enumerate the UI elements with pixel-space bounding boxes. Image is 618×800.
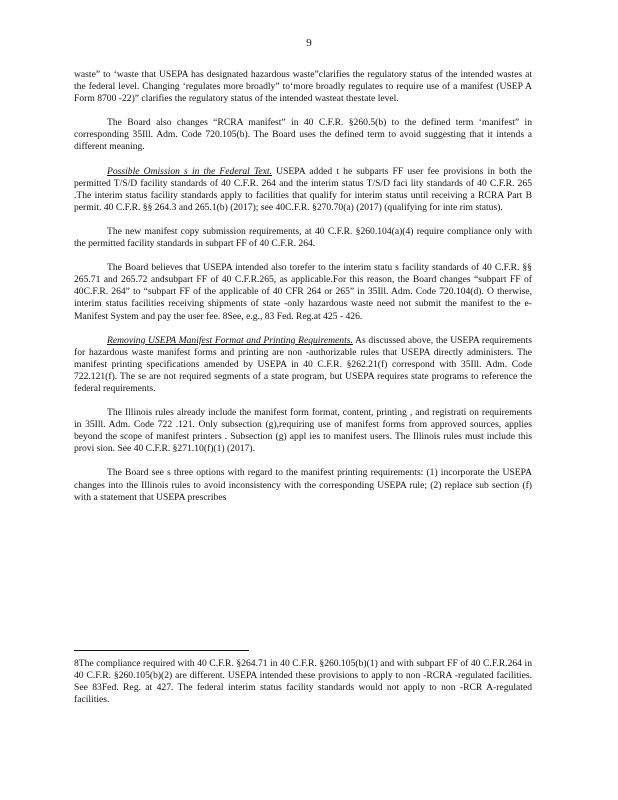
page-number: 9: [306, 37, 312, 49]
paragraph-possible-omissions: [74, 166, 532, 214]
paragraph-text: waste” to ‘waste that USEPA has designated hazardous waste”clarifies the regulatory status of the intended wastes at the federal level. Changing ‘regulates more broadly” to‘more broadly regulates to require use of a manifest (USEP A Form 8700 -22)” clarifies the regulatory status of the intended wasteat thestate level.: [74, 69, 532, 105]
paragraph-copy-submission: [74, 226, 532, 250]
footnote-divider: [74, 650, 249, 651]
paragraph-text: The new manifest copy submission requirements, at 40 C.F.R. §260.104(a)(4) require compliance only with the permitted facility standards in subpart FF of 40 C.F.R. 264.: [74, 225, 532, 250]
section-heading: Possible Omission s in the Federal Text.: [107, 165, 272, 177]
paragraph-board-believes: [74, 262, 532, 322]
paragraph-waste-clarification: [74, 69, 532, 105]
body-text: [74, 69, 532, 516]
footnote-8: 8The compliance required with 40 C.F.R. §264.71 in 40 C.F.R. §260.105(b)(1) and with subpart FF of 40 C.F.R.264 in 40 C.F.R. §260.105(b)(2) are different. USEPA intended these provisions to apply to non -RCRA -regulated facilities. See 83Fed. Reg. at 427. The federal interim status facility standards would not apply to non -RCR A-regulated facilities.: [74, 658, 532, 706]
paragraph-text: The Board also changes “RCRA manifest” in 40 C.F.R. §260.5(b) to the defined term ‘manifest” in corresponding 35Ill. Adm. Code 720.105(b). The Board uses the defined term to avoid suggesting that it intends a different meaning.: [74, 117, 532, 153]
paragraph-three-options: [74, 467, 532, 503]
paragraph-rcra-manifest: [74, 117, 532, 153]
section-heading: Removing USEPA Manifest Format and Printing Requirements.: [107, 334, 353, 346]
paragraph-text: The Board see s three options with regard to the manifest printing requirements: (1) incorporate the USEPA changes into the Illinois rules to avoid inconsistency with the corresponding USEPA rule; (2) replace sub section (f) with a statement that USEPA prescribes: [74, 467, 532, 503]
paragraph-removing-requirements: [74, 335, 532, 395]
paragraph-text: USEPA added t he subparts FF user fee provisions in both the permitted T/S/D facility standards of 40 C.F.R. 264 and the interim status T/S/D faci lity standards of 40 C.F.R. 265 .The interim status facility standards apply to facilities that qualify for interim status until receiving a RCRA Part B permit. 40 C.F.R. §§ 264.3 and 265.1(b) (2017); see 40C.F.R. §270.70(a) (2017) (qualifying for inte rim status).: [74, 165, 532, 213]
paragraph-text: The Board believes that USEPA intended also torefer to the interim statu s facility standards of 40 C.F.R. §§ 265.71 and 265.72 andsubpart FF of 40 C.F.R.265, as applicable.For this reason, the Board changes “subpart FF of 40C.F.R. 264” to “subpart FF of the applicable of 40 CFR 264 or 265” in 35Ill. Adm. Code 720.104(d). O therwise, interim status facilities receiving shipments of state -only hazardous waste need not submit the manifest to the e-Manifest System and pay the user fee. 8See, e.g., 83 Fed. Reg.at 425 - 426.: [74, 262, 532, 322]
paragraph-text: The Illinois rules already include the manifest form format, content, printing , and registrati on requirements in 35Ill. Adm. Code 722 .121. Only subsection (g),requiring use of manifest forms from approved sources, applies beyond the scope of manifest printers . Subsection (g) appl ies to manifest users. The Illinois rules must include this provi sion. See 40 C.F.R. §271.10(f)(1) (2017).: [74, 407, 532, 455]
paragraph-illinois-rules: [74, 407, 532, 455]
paragraph-text: As discussed above, the USEPA requirements for hazardous waste manifest forms and printing are non -authorizable rules that USEPA directly administers. The manifest printing specifications amended by USEPA in 40 C.F.R. §262.21(f) correspond with 35Ill. Adm. Code 722.121(f). The se are not required segments of a state program, but USEPA requires state programs to reference the federal requirements.: [74, 334, 532, 394]
